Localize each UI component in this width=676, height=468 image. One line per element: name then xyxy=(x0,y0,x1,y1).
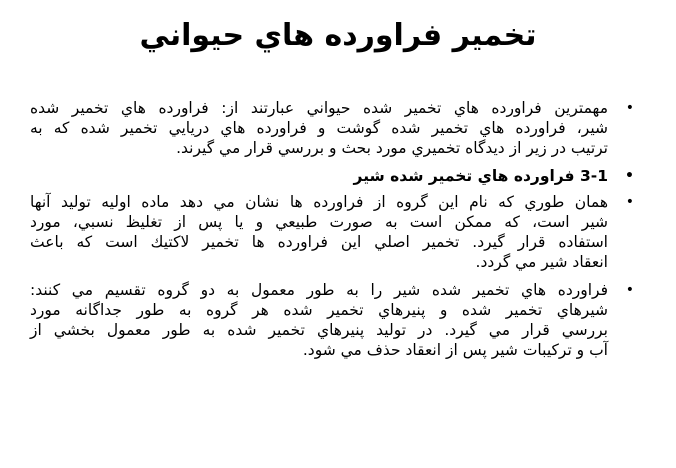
text-line: آب و تركيبات شير پس از انعقاد حذف مي شود. xyxy=(302,341,608,359)
text-line: شير، فراورده هاي تخمير شده گوشت و فراورده هاي دريايي تخمير شده كه به xyxy=(30,119,608,137)
bullet-icon: • xyxy=(625,100,634,116)
text-line: مهمترين فراورده هاي تخمير شده حيواني عبارتند از: فراورده هاي تخمير شده xyxy=(30,99,608,117)
text-line: بررسي قرار مي گيرد. در توليد پنيرهاي تخمير شده به طور معمول بخشي از xyxy=(30,321,608,339)
text-line: استفاده قرار گيرد. تخمير اصلي اين فراورده ها تخمير لاكتيك است كه باعث xyxy=(30,233,608,251)
text-line: فراورده هاي تخمير شده شير را به طور معمول به دو گروه تقسيم مي كنند: xyxy=(30,281,608,299)
text-line: همان طوري كه نام اين گروه از فراورده ها نشان مي دهد ماده اوليه توليد آنها xyxy=(30,193,608,211)
bullet-item-intro xyxy=(30,98,640,158)
bullet-item-milk-products xyxy=(30,192,640,272)
slide-title: تخمير فراورده هاي حيواني xyxy=(139,18,537,53)
text-line: شير است، كه ممكن است به صورت طبيعي و يا پس از تغليظ نسبي، مورد xyxy=(30,213,608,231)
bullet-icon: • xyxy=(625,168,634,184)
section-heading: 3-1 فراورده هاي تخمير شده شير xyxy=(353,167,608,185)
text-line: شيرهاي تخمير شده و پنيرهاي تخمير شده هر گروه به طور جداگانه مورد xyxy=(30,301,608,319)
text-line: ترتيب در زير از ديدگاه تخميري مورد بحث و بررسي قرار مي گيرند. xyxy=(176,139,608,157)
bullet-icon: • xyxy=(625,194,634,210)
slide-body xyxy=(30,98,640,368)
text-line: انعقاد شير مي گردد. xyxy=(475,253,608,271)
bullet-icon: • xyxy=(625,282,634,298)
bullet-item-section-heading xyxy=(30,166,640,186)
bullet-item-product-groups xyxy=(30,280,640,360)
